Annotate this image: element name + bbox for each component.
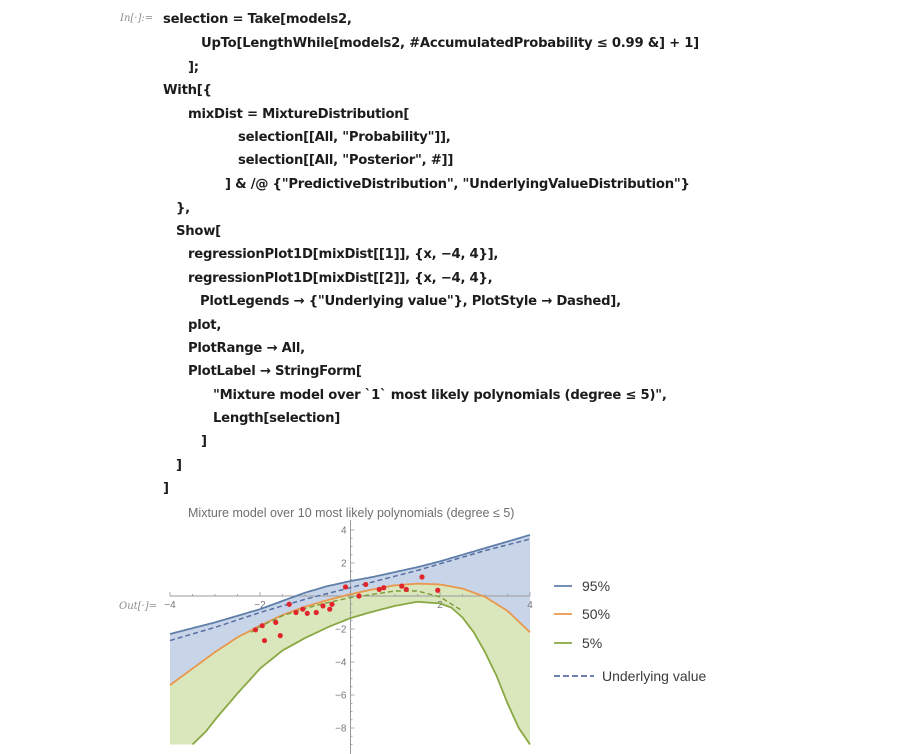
data-point [399,584,404,589]
code-line: PlotLegends → {"Underlying value"}, PlotStyle → Dashed], [200,294,621,309]
legend-label: 95% [582,578,611,594]
x-tick-label: 2 [437,600,443,611]
data-point [435,588,440,593]
code-line: Show[ [176,224,221,239]
data-point [343,584,348,589]
data-point [278,633,283,638]
y-tick-label: −2 [335,624,347,636]
data-point [260,623,265,628]
legend-label: 5% [582,635,603,651]
code-line: regressionPlot1D[mixDist[[2]], {x, −4, 4}, [188,271,493,286]
data-point [404,587,409,592]
code-line: With[{ [163,83,212,98]
data-point [293,610,298,615]
x-tick-label: 4 [527,600,533,611]
code-line: PlotLabel → StringForm[ [188,364,362,379]
data-point [419,574,424,579]
data-point [262,638,267,643]
legend-label: 50% [582,606,611,622]
data-point [300,607,305,612]
code-line: selection[[All, "Posterior", #]] [238,153,454,168]
code-line: ] [201,434,207,449]
y-tick-label: −8 [335,723,347,735]
code-line: selection[[All, "Probability"]], [238,130,451,145]
code-line: ]; [188,60,199,75]
data-point [377,587,382,592]
data-point [305,611,310,616]
output-cell-label: Out[·]= [119,601,158,612]
code-line: selection = Take[models2, [163,12,352,27]
code-line: PlotRange → All, [188,341,305,356]
y-tick-label: 4 [340,525,347,537]
code-line: mixDist = MixtureDistribution[ [188,107,410,122]
legend-label: Underlying value [602,668,707,684]
code-line: ] & /@ {"PredictiveDistribution", "UnderlyingValueDistribution"} [225,177,690,192]
data-point [381,585,386,590]
y-tick-label: −4 [335,657,347,669]
data-point [327,607,332,612]
y-tick-label: −6 [335,690,347,702]
data-point [329,602,334,607]
data-point [273,620,278,625]
y-tick-label: 2 [340,558,347,570]
data-point [356,593,361,598]
code-line: "Mixture model over `1` most likely polynomials (degree ≤ 5)", [213,388,667,403]
input-cell-label: In[·]:= [120,13,154,24]
code-line: ] [163,481,169,496]
code-line: UpTo[LengthWhile[models2, #AccumulatedProbability ≤ 0.99 &] + 1] [201,36,699,51]
x-tick-label: −2 [254,600,266,611]
data-point [287,602,292,607]
code-line: regressionPlot1D[mixDist[[1]], {x, −4, 4}], [188,247,499,262]
data-point [253,627,258,632]
data-point [314,610,319,615]
x-tick-label: −4 [164,600,176,611]
data-point [320,603,325,608]
code-line: ] [176,458,182,473]
code-line: plot, [188,318,222,333]
plot-title: Mixture model over 10 most likely polynomials (degree ≤ 5) [188,506,515,520]
code-line: Length[selection] [213,411,341,426]
code-line: }, [176,201,190,216]
data-point [363,582,368,587]
